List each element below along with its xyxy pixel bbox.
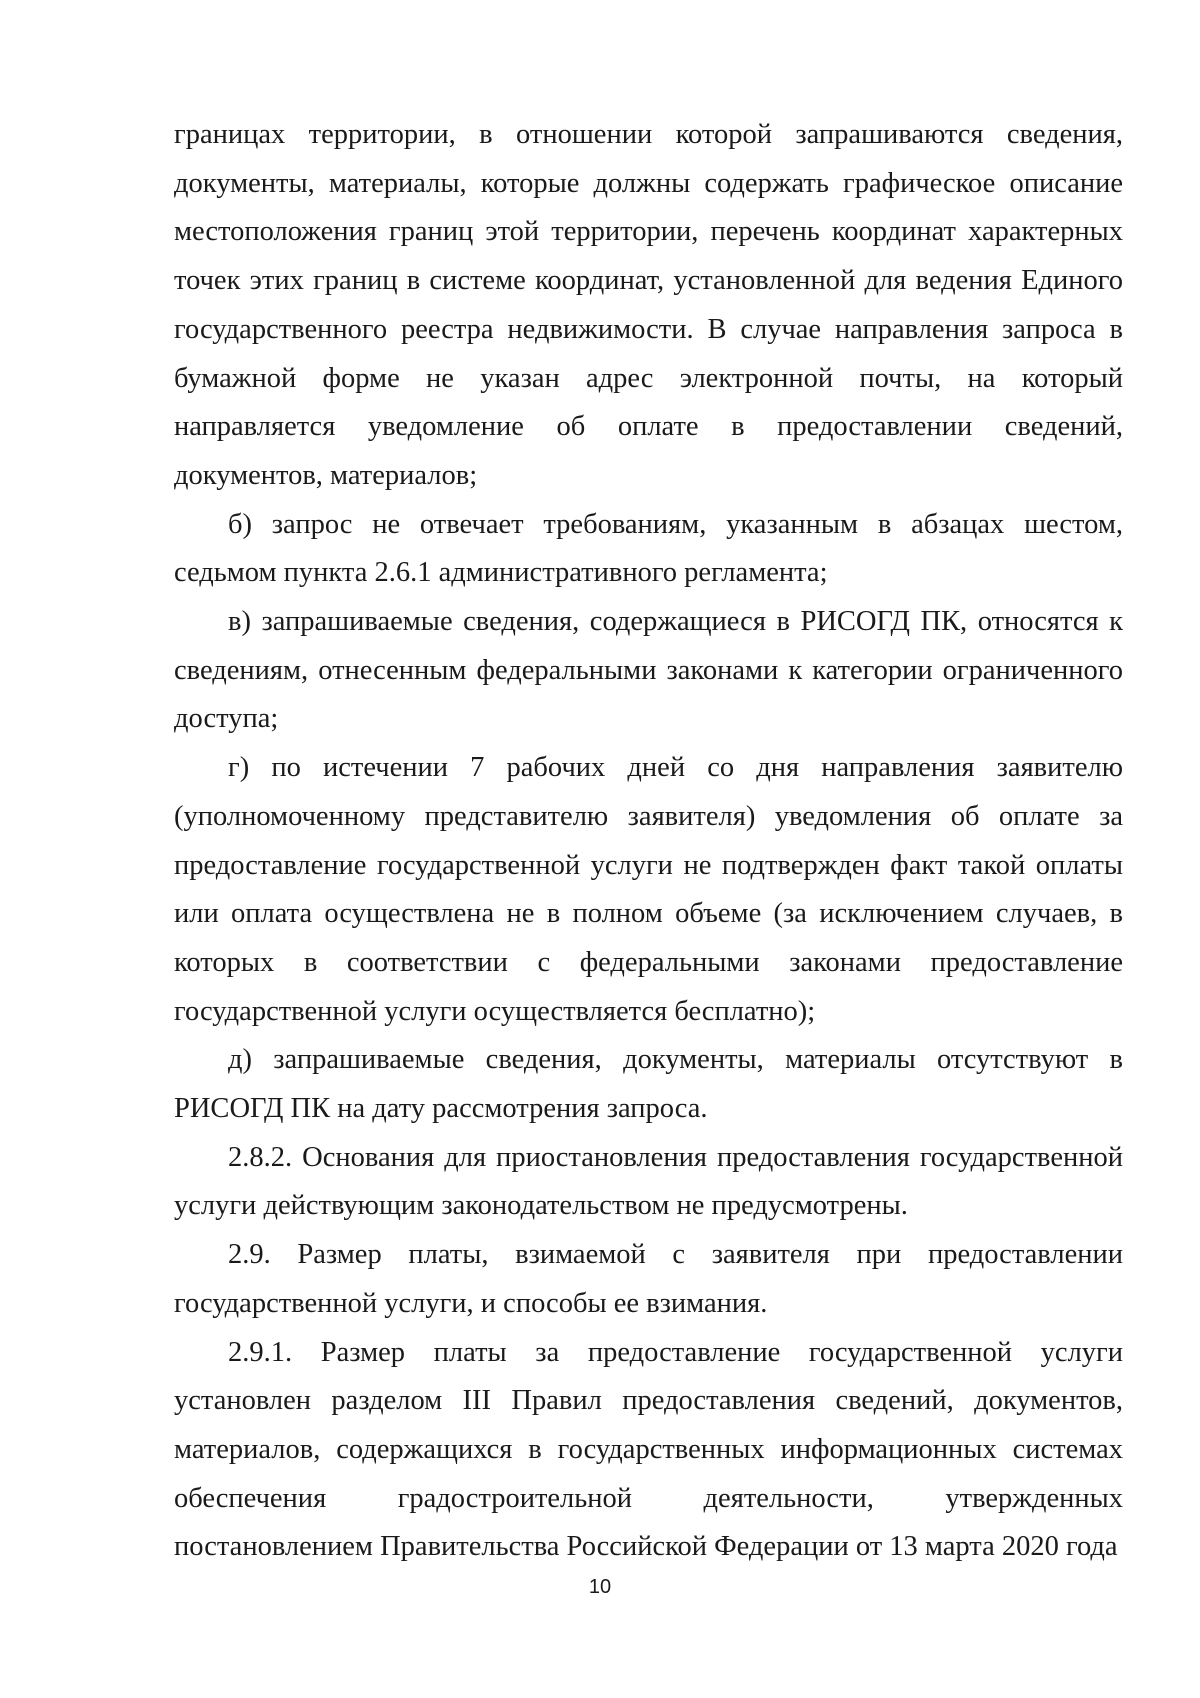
page-number: 10: [588, 1576, 612, 1598]
paragraph-territory-boundaries: границах территории, в отношении которой запрашиваются сведения, документы, материалы, которые должны содержать графическое описание местоположения границ этой территории, перечень координат характерных точек этих границ в системе координат, установленной для ведения Единого государственного реестра недвижимости. В случае направления запроса в бумажной форме не указан адрес электронной почты, на который направляется уведомление об оплате в предоставлении сведений, документов, материалов;: [174, 119, 1123, 491]
paragraph-item-b: б) запрос не отвечает требованиям, указанным в абзацах шестом, седьмом пункта 2.6.1 административного регламента;: [174, 508, 1123, 589]
document-body: [174, 111, 1123, 1572]
paragraph-2-8-2: 2.8.2. Основания для приостановления предоставления государственной услуги действующим законодательством не предусмотрены.: [174, 1141, 1123, 1222]
paragraph-2-9: 2.9. Размер платы, взимаемой с заявителя при предоставлении государственной услуги, и способы ее взимания.: [174, 1239, 1123, 1319]
paragraph-2-9-1: 2.9.1. Размер платы за предоставление государственной услуги установлен разделом III Правил предоставления сведений, документов, материалов, содержащихся в государственных информационных системах обеспечения градостроительной деятельности, утвержденных постановлением Правительства Российской Федерации от 13 марта 2020 года: [174, 1336, 1123, 1563]
paragraph-item-g: г) по истечении 7 рабочих дней со дня направления заявителю (уполномоченному представителю заявителя) уведомления об оплате за предоставление государственной услуги не подтвержден факт такой оплаты или оплата осуществлена не в полном объеме (за исключением случаев, в которых в соответствии с федеральными законами предоставление государственной услуги осуществляется бесплатно);: [174, 752, 1123, 1027]
paragraph-item-d: д) запрашиваемые сведения, документы, материалы отсутствуют в РИСОГД ПК на дату рассмотрения запроса.: [174, 1044, 1123, 1125]
paragraph-item-v: в) запрашиваемые сведения, содержащиеся в РИСОГД ПК, относятся к сведениям, отнесенным федеральными законами к категории ограниченного доступа;: [174, 606, 1123, 735]
